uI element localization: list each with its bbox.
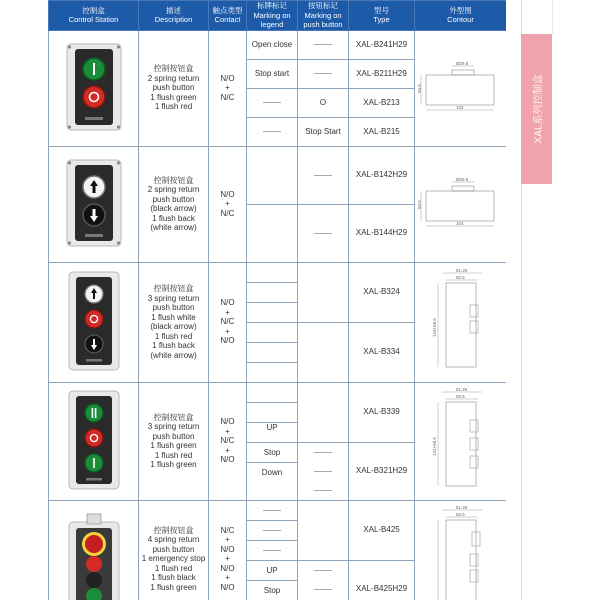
type-cell: XAL-B144H29 [349,204,415,262]
contact-cell: N/O + N/C [209,146,247,262]
type-cell: XAL-B339 [349,382,415,442]
dim-label-width1: 61.25 [455,386,467,392]
page-edge-line-top [552,0,553,34]
contour-drawing-side [416,158,506,248]
dim-label-height: 50.5 [416,199,422,209]
header-type: 型号 Type [349,1,415,31]
control-station-3btn-icon [59,269,129,373]
legend-cell: Stop Down [247,442,298,500]
table-row [49,382,507,442]
push-cell [298,442,349,500]
push-cell [298,382,349,442]
description-cell: 控制按钮盒 3 spring return push button 1 flush white (black arrow) 1 flush red 1 flush back (white arrow) [139,262,209,382]
table-row [49,262,507,322]
dim-label-width: 104 [455,220,464,226]
description-cell: 控制按钮盒 2 spring return push button (black arrow) 1 flush back (white arrow) [139,146,209,262]
header-contact: 触点类型 Contact [209,1,247,31]
dash-mark [314,233,332,234]
table-row [49,30,507,59]
header-contour: 外型图 Contour [415,1,507,31]
type-cell: XAL-B425 [349,500,415,560]
header-description: 描述 Description [139,1,209,31]
control-station-2btn-icon [59,41,129,133]
legend-cell [247,117,298,146]
catalog-table [48,0,506,600]
side-tab-label: XAL系列控制盒 [533,74,544,144]
legend-cell [247,204,298,262]
contact-cell: N/O + N/C [209,30,247,146]
type-cell: XAL-B215 [349,117,415,146]
legend-cell: Open close [247,30,298,59]
dim-label-width2: 50.5 [455,393,465,399]
dim-label-width1: 61.25 [455,267,467,273]
description-cell: 控制按钮盒 3 spring return push button 1 flush green 1 flush red 1 flush green [139,382,209,500]
table-row [49,146,507,204]
type-cell: XAL-B425H29 [349,560,415,600]
legend-cell: Stop start [247,59,298,88]
legend-cell: UP Stop [247,560,298,600]
product-image-2-button-arrows [49,146,139,262]
side-tab[interactable] [521,34,552,184]
dim-label-diameter: Ø29.5 [455,60,468,66]
dash-mark [263,102,281,103]
legend-cell [247,500,298,560]
contour-drawing-front [416,265,506,377]
push-cell [298,560,349,600]
contact-cell: N/O + N/C + N/O [209,262,247,382]
table-row [49,500,507,560]
push-cell [298,262,349,322]
catalog-table-wrapper [48,0,506,600]
dim-label-height: 134+68.5 [431,436,437,456]
dim-label-height: 134+68.5 [431,317,437,337]
dash-mark [314,44,332,45]
contact-cell: N/O + N/C + N/O [209,382,247,500]
control-station-arrows-icon [59,157,129,249]
control-station-3btn-green-icon [59,388,129,492]
dim-label-width2: 50.5 [455,274,465,280]
legend-cell: UP [247,382,298,442]
header-marking-push: 按钮标记 Marking on push button [298,1,349,31]
type-cell: XAL-B213 [349,88,415,117]
contour-cell [415,30,507,146]
type-cell: XAL-B241H29 [349,30,415,59]
type-cell: XAL-B142H29 [349,146,415,204]
contour-cell [415,262,507,382]
contour-cell [415,382,507,500]
push-cell [298,204,349,262]
legend-cell [247,262,298,322]
dim-label-diameter: Ø29.5 [455,176,468,182]
description-cell: 控制按钮盒 2 spring return push button 1 flush green 1 flush red [139,30,209,146]
push-cell: Stop Start [298,117,349,146]
dim-label-width: 104 [455,104,464,110]
legend-cell [247,88,298,117]
product-image-4-button [49,500,139,600]
dash-mark [263,131,281,132]
description-cell: 控制按钮盒 4 spring return push button 1 emergency stop 1 flush red 1 flush black 1 flush green [139,500,209,600]
type-cell: XAL-B324 [349,262,415,322]
push-cell: O [298,88,349,117]
dash-mark [314,73,332,74]
type-cell: XAL-B211H29 [349,59,415,88]
contour-cell [415,146,507,262]
header-marking-legend: 标牌标记 Marking on legend [247,1,298,31]
contour-drawing-front [416,502,506,600]
push-cell [298,322,349,382]
legend-cell [247,322,298,382]
header-control-station: 控制盒 Control Station [49,1,139,31]
product-image-3-button-gr [49,382,139,500]
dash-mark [314,175,332,176]
contour-cell [415,500,507,600]
push-cell [298,30,349,59]
push-cell [298,146,349,204]
contour-drawing-side [416,42,506,132]
legend-cell [247,146,298,204]
push-cell [298,500,349,560]
push-cell [298,59,349,88]
product-image-3-button [49,262,139,382]
dim-label-width1: 61.25 [455,504,467,510]
table-header-row [49,1,507,31]
type-cell: XAL-B334 [349,322,415,382]
dim-label-width2: 50.5 [455,511,465,517]
type-cell: XAL-B321H29 [349,442,415,500]
contact-cell: N/C + N/O + N/O + N/O [209,500,247,600]
control-station-4btn-icon [59,508,129,600]
dim-label-height: 50.5 [416,83,422,93]
contour-drawing-front [416,384,506,496]
product-image-2-button-green-red [49,30,139,146]
